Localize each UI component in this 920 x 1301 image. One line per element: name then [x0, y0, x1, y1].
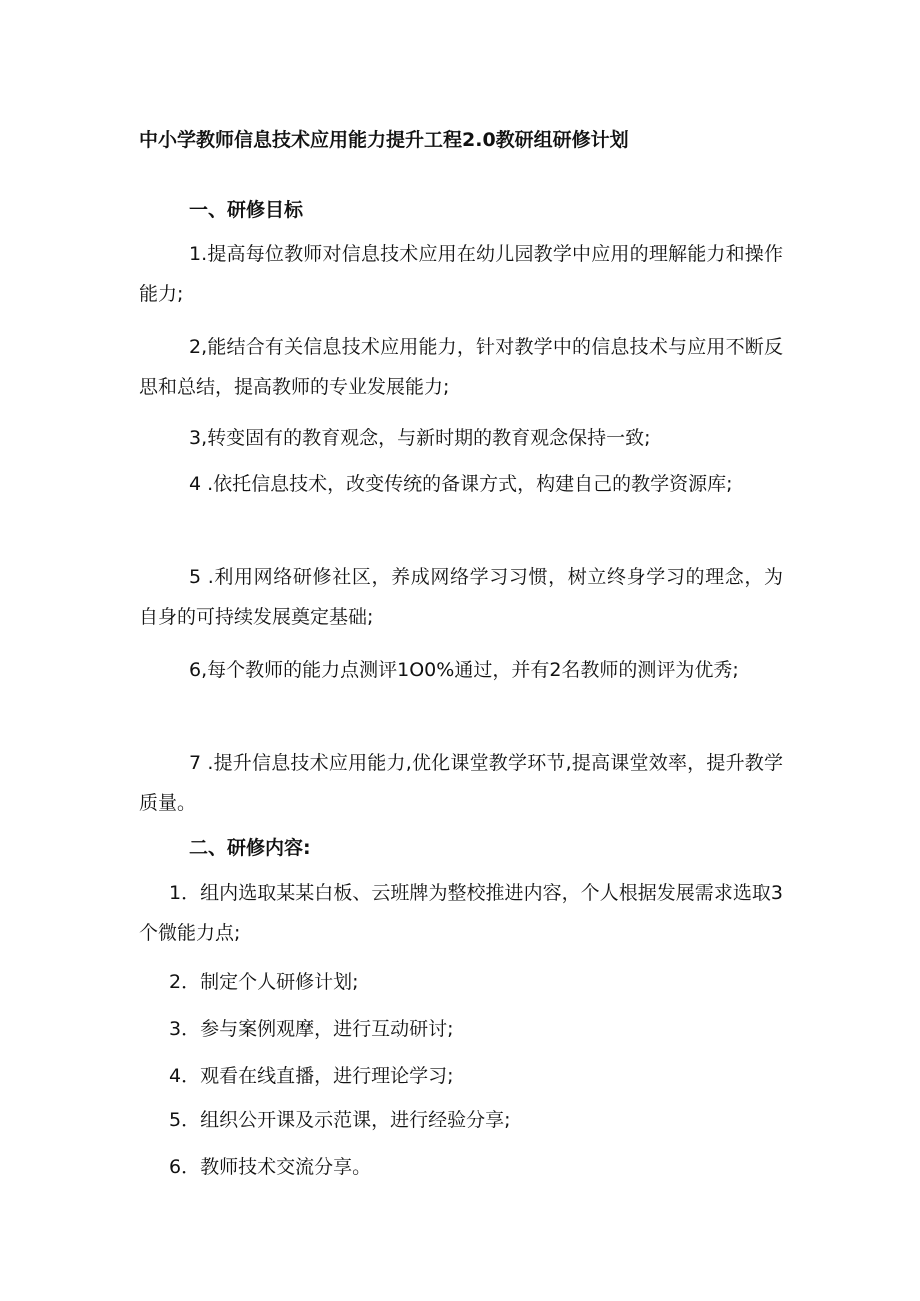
- goal-paragraph-6: 6,每个教师的能力点测评1O0%通过，并有2名教师的测评为优秀;: [189, 659, 739, 681]
- content-item-4: 4．观看在线直播，进行理论学习;: [169, 1065, 454, 1087]
- goal-paragraph-2: 2,能结合有关信息技术应用能力，针对教学中的信息技术与应用不断反思和总结，提高教师的专业发展能力;: [139, 336, 783, 398]
- section-heading-content: 二、研修内容:: [189, 837, 311, 859]
- content-item-5: 5．组织公开课及示范课，进行经验分享;: [169, 1109, 511, 1131]
- content-item-3: 3．参与案例观摩，进行互动研讨;: [169, 1018, 454, 1040]
- content-item-2: 2．制定个人研修计划;: [169, 971, 359, 993]
- goal-paragraph-3: 3,转变固有的教育观念，与新时期的教育观念保持一致;: [189, 427, 651, 449]
- section-heading-goals: 一、研修目标: [189, 199, 304, 221]
- content-item-6: 6．教师技术交流分享。: [169, 1156, 372, 1178]
- goal-paragraph-4: 4 .依托信息技术，改变传统的备课方式，构建自己的教学资源库;: [189, 473, 733, 495]
- document-title: 中小学教师信息技术应用能力提升工程2.0教研组研修计划: [139, 129, 629, 151]
- content-item-1: 1．组内选取某某白板、云班牌为整校推进内容，个人根据发展需求选取3个微能力点;: [139, 882, 783, 944]
- goal-paragraph-1: 1.提高每位教师对信息技术应用在幼儿园教学中应用的理解能力和操作能力;: [139, 243, 783, 305]
- goal-paragraph-5: 5 .利用网络研修社区，养成网络学习习惯，树立终身学习的理念，为自身的可持续发展奠定基础;: [139, 566, 783, 628]
- goal-paragraph-7: 7 .提升信息技术应用能力,优化课堂教学环节,提高课堂效率，提升教学质量。: [139, 752, 783, 814]
